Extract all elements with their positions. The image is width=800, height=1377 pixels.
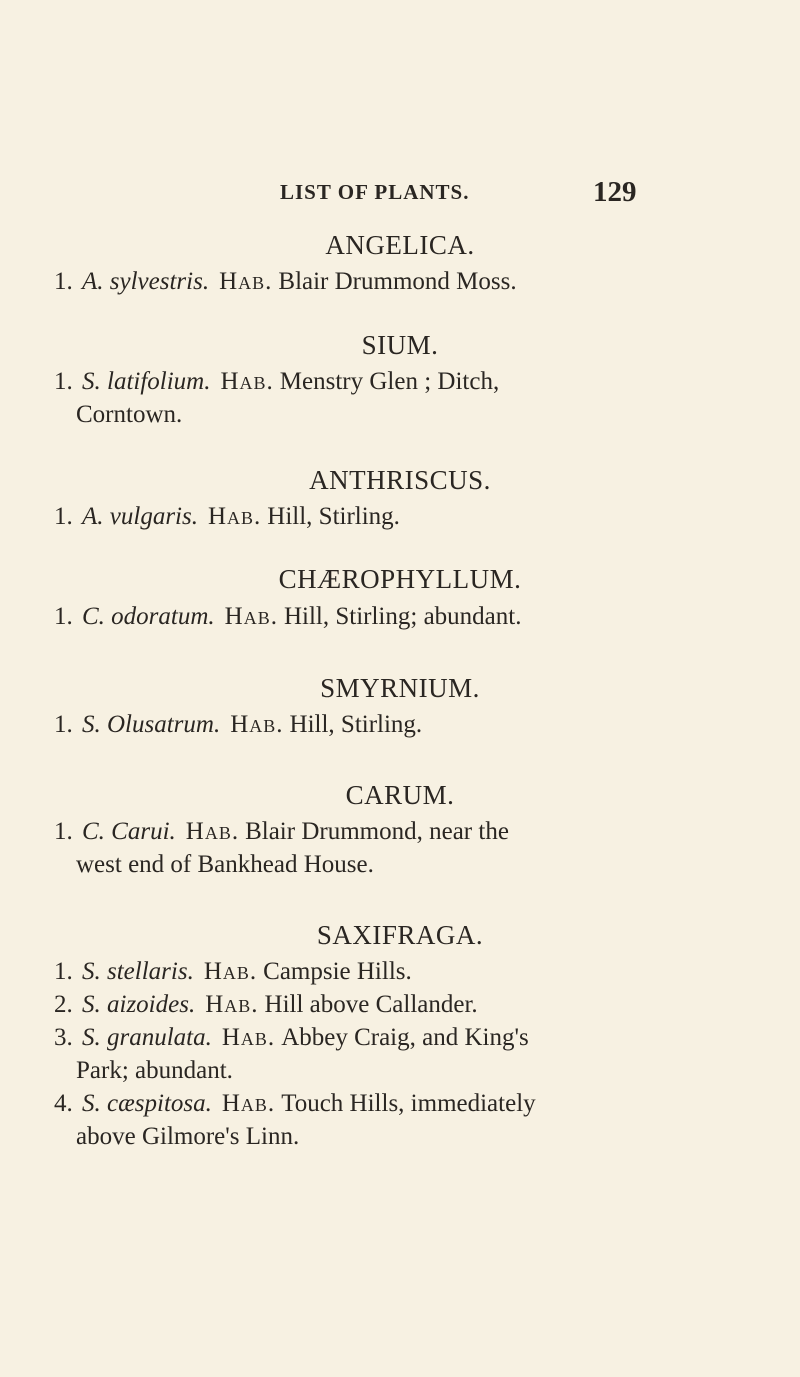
entry-number: 2. (54, 991, 73, 1018)
habitat-text: Hill, Stirling. (289, 711, 423, 738)
habitat-text: Hill, Stirling. (267, 503, 400, 530)
species-name: S. granulata. (82, 1024, 212, 1051)
species-name: S. Olusatrum. (82, 711, 221, 738)
page-number: 129 (593, 176, 637, 208)
species-entry (54, 265, 694, 298)
habitat-label: Hab. (219, 268, 273, 295)
entry-number: 1. (54, 818, 73, 845)
species-name: S. stellaris. (82, 958, 194, 985)
habitat-label: Hab. (221, 1090, 276, 1117)
habitat-label: Hab. (185, 818, 240, 845)
species-entry (54, 708, 694, 741)
genus-heading: SAXIFRAGA. (316, 920, 484, 950)
entry-number: 1. (54, 603, 73, 630)
entry-number: 1. (54, 711, 73, 738)
species-name: S. cæspitosa. (82, 1090, 212, 1117)
species-entry (54, 1021, 694, 1087)
habitat-text: Menstry Glen ; Ditch, (279, 368, 500, 395)
habitat-text: Abbey Craig, and King's (281, 1024, 529, 1051)
species-name: C. Carui. (82, 818, 176, 845)
running-head (0, 176, 800, 210)
habitat-continuation: Park; abundant. (76, 1057, 233, 1084)
habitat-label: Hab. (203, 958, 258, 985)
species-entry (54, 955, 694, 988)
habitat-continuation: Corntown. (76, 401, 183, 428)
entry-number: 1. (54, 268, 73, 295)
species-name: S. aizoides. (82, 991, 196, 1018)
species-name: A. sylvestris. (82, 268, 210, 295)
habitat-label: Hab. (207, 503, 262, 530)
genus-heading: SMYRNIUM. (320, 673, 480, 703)
entry-number: 1. (54, 958, 73, 985)
habitat-label: Hab. (221, 1024, 276, 1051)
genus-heading: ANTHRISCUS. (309, 465, 491, 495)
species-entry (54, 500, 694, 533)
habitat-continuation: west end of Bankhead House. (76, 851, 374, 878)
running-title: LIST OF PLANTS. (280, 180, 470, 204)
habitat-continuation: above Gilmore's Linn. (76, 1123, 300, 1150)
species-entry (54, 600, 694, 633)
entry-number: 1. (54, 503, 73, 530)
species-entry (54, 365, 694, 431)
genus-heading: SIUM. (361, 330, 439, 360)
habitat-label: Hab. (224, 603, 278, 630)
species-name: S. latifolium. (82, 368, 211, 395)
habitat-label: Hab. (220, 368, 274, 395)
entry-number: 3. (54, 1024, 73, 1051)
species-name: A. vulgaris. (82, 503, 198, 530)
species-entry (54, 1087, 694, 1153)
habitat-text: Campsie Hills. (263, 958, 412, 985)
habitat-label: Hab. (205, 991, 259, 1018)
species-entry (54, 815, 694, 881)
entry-number: 1. (54, 368, 73, 395)
habitat-text: Blair Drummond Moss. (278, 268, 517, 295)
species-entry (54, 988, 694, 1021)
habitat-text: Touch Hills, immediately (281, 1090, 536, 1117)
habitat-text: Blair Drummond, near the (245, 818, 509, 845)
species-name: C. odoratum. (82, 603, 215, 630)
entry-number: 4. (54, 1090, 73, 1117)
habitat-label: Hab. (230, 711, 284, 738)
genus-heading: CARUM. (345, 780, 455, 810)
habitat-text: Hill above Callander. (264, 991, 478, 1018)
genus-heading: ANGELICA. (325, 230, 475, 260)
habitat-text: Hill, Stirling; abundant. (283, 603, 522, 630)
genus-heading: CHÆROPHYLLUM. (278, 564, 522, 594)
